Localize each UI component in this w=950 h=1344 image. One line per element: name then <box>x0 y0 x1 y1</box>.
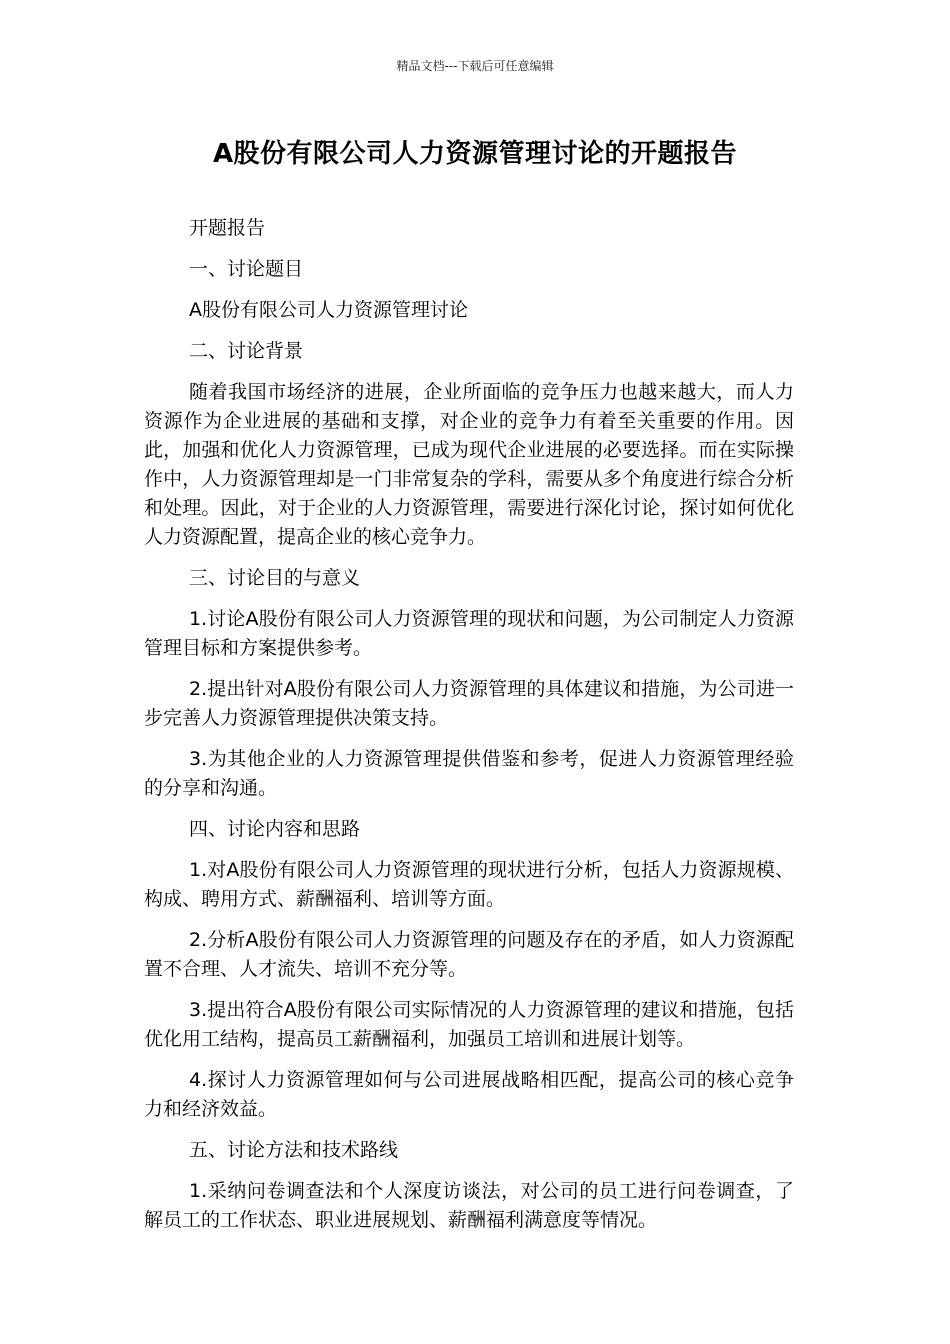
topic-text: A股份有限公司人力资源管理讨论 <box>189 299 468 321</box>
document-title: A股份有限公司人力资源管理讨论的开题报告 <box>212 139 738 169</box>
document-body <box>144 214 794 1247</box>
content-item-2: 2.分析A股份有限公司人力资源管理的问题及存在的矛盾，如人力资源配置不合理、人才流失、培训不充分等。 <box>144 929 794 980</box>
section-label-report: 开题报告 <box>189 217 266 239</box>
section-heading-purpose: 三、讨论目的与意义 <box>189 567 361 589</box>
purpose-item-1: 1.讨论A股份有限公司人力资源管理的现状和问题，为公司制定人力资源管理目标和方案提供参考。 <box>144 608 794 659</box>
content-item-3: 3.提出符合A股份有限公司实际情况的人力资源管理的建议和措施，包括优化用工结构，提高员工薪酬福利，加强员工培训和进展计划等。 <box>144 999 794 1050</box>
purpose-item-2: 2.提出针对A股份有限公司人力资源管理的具体建议和措施，为公司进一步完善人力资源管理提供决策支持。 <box>144 678 794 729</box>
background-paragraph: 随着我国市场经济的进展，企业所面临的竞争压力也越来越大，而人力资源作为企业进展的基础和支撑，对企业的竞争力有着至关重要的作用。因此，加强和优化人力资源管理，已成为现代企业进展的必要选择。而在实际操作中，人力资源管理却是一门非常复杂的学科，需要从多个角度进行综合分析和处理。因此，对于企业的人力资源管理，需要进行深化讨论，探讨如何优化人力资源配置，提高企业的核心竞争力。 <box>144 381 794 548</box>
header-note: 精品文档---下载后可任意编辑 <box>396 59 554 73</box>
section-heading-content: 四、讨论内容和思路 <box>189 818 361 840</box>
methods-item-1: 1.采纳问卷调查法和个人深度访谈法，对公司的员工进行问卷调查，了解员工的工作状态、职业进展规划、薪酬福利满意度等情况。 <box>144 1180 794 1231</box>
content-item-1: 1.对A股份有限公司人力资源管理的现状进行分析，包括人力资源规模、构成、聘用方式、薪酬福利、培训等方面。 <box>144 859 794 910</box>
section-heading-methods: 五、讨论方法和技术路线 <box>189 1139 399 1161</box>
content-item-4: 4.探讨人力资源管理如何与公司进展战略相匹配，提高公司的核心竞争力和经济效益。 <box>144 1069 794 1120</box>
section-heading-topic: 一、讨论题目 <box>189 258 304 280</box>
purpose-item-3: 3.为其他企业的人力资源管理提供借鉴和参考，促进人力资源管理经验的分享和沟通。 <box>144 748 794 799</box>
section-heading-background: 二、讨论背景 <box>189 340 304 362</box>
